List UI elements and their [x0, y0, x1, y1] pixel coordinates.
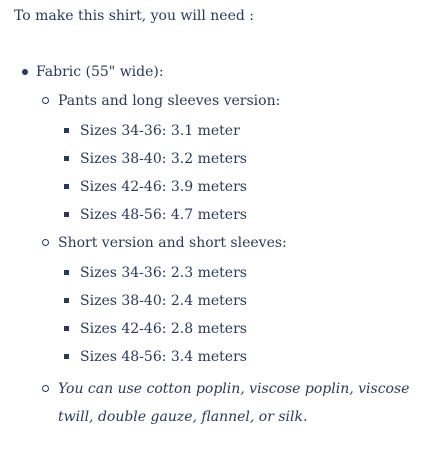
size-text: Sizes 42-46: 2.8 meters: [80, 321, 247, 337]
size-text: Sizes 34-36: 2.3 meters: [80, 265, 247, 281]
square-bullet-icon: [64, 354, 69, 359]
square-bullet-icon: [64, 156, 69, 161]
square-bullet-icon: [64, 184, 69, 189]
circle-bullet-icon: [42, 97, 49, 104]
square-bullet-icon: [64, 270, 69, 275]
short-version-label: Short version and short sleeves:: [58, 235, 287, 251]
long-version-label: Pants and long sleeves version:: [58, 93, 281, 109]
size-text: Sizes 48-56: 4.7 meters: [80, 207, 247, 223]
size-text: Sizes 48-56: 3.4 meters: [80, 349, 247, 365]
disc-bullet-icon: [22, 69, 28, 75]
square-bullet-icon: [64, 298, 69, 303]
size-text: Sizes 38-40: 3.2 meters: [80, 151, 247, 167]
fabric-label: Fabric (55" wide):: [36, 64, 164, 80]
square-bullet-icon: [64, 212, 69, 217]
square-bullet-icon: [64, 326, 69, 331]
circle-bullet-icon: [42, 239, 49, 246]
size-text: Sizes 38-40: 2.4 meters: [80, 293, 247, 309]
fabric-note-line-2: twill, double gauze, flannel, or silk.: [58, 409, 308, 425]
circle-bullet-icon: [42, 385, 49, 392]
square-bullet-icon: [64, 128, 69, 133]
fabric-note-line-1: You can use cotton poplin, viscose poplin, viscose: [58, 381, 410, 397]
size-text: Sizes 42-46: 3.9 meters: [80, 179, 247, 195]
size-text: Sizes 34-36: 3.1 meter: [80, 123, 240, 139]
intro-text: To make this shirt, you will need :: [14, 8, 255, 24]
